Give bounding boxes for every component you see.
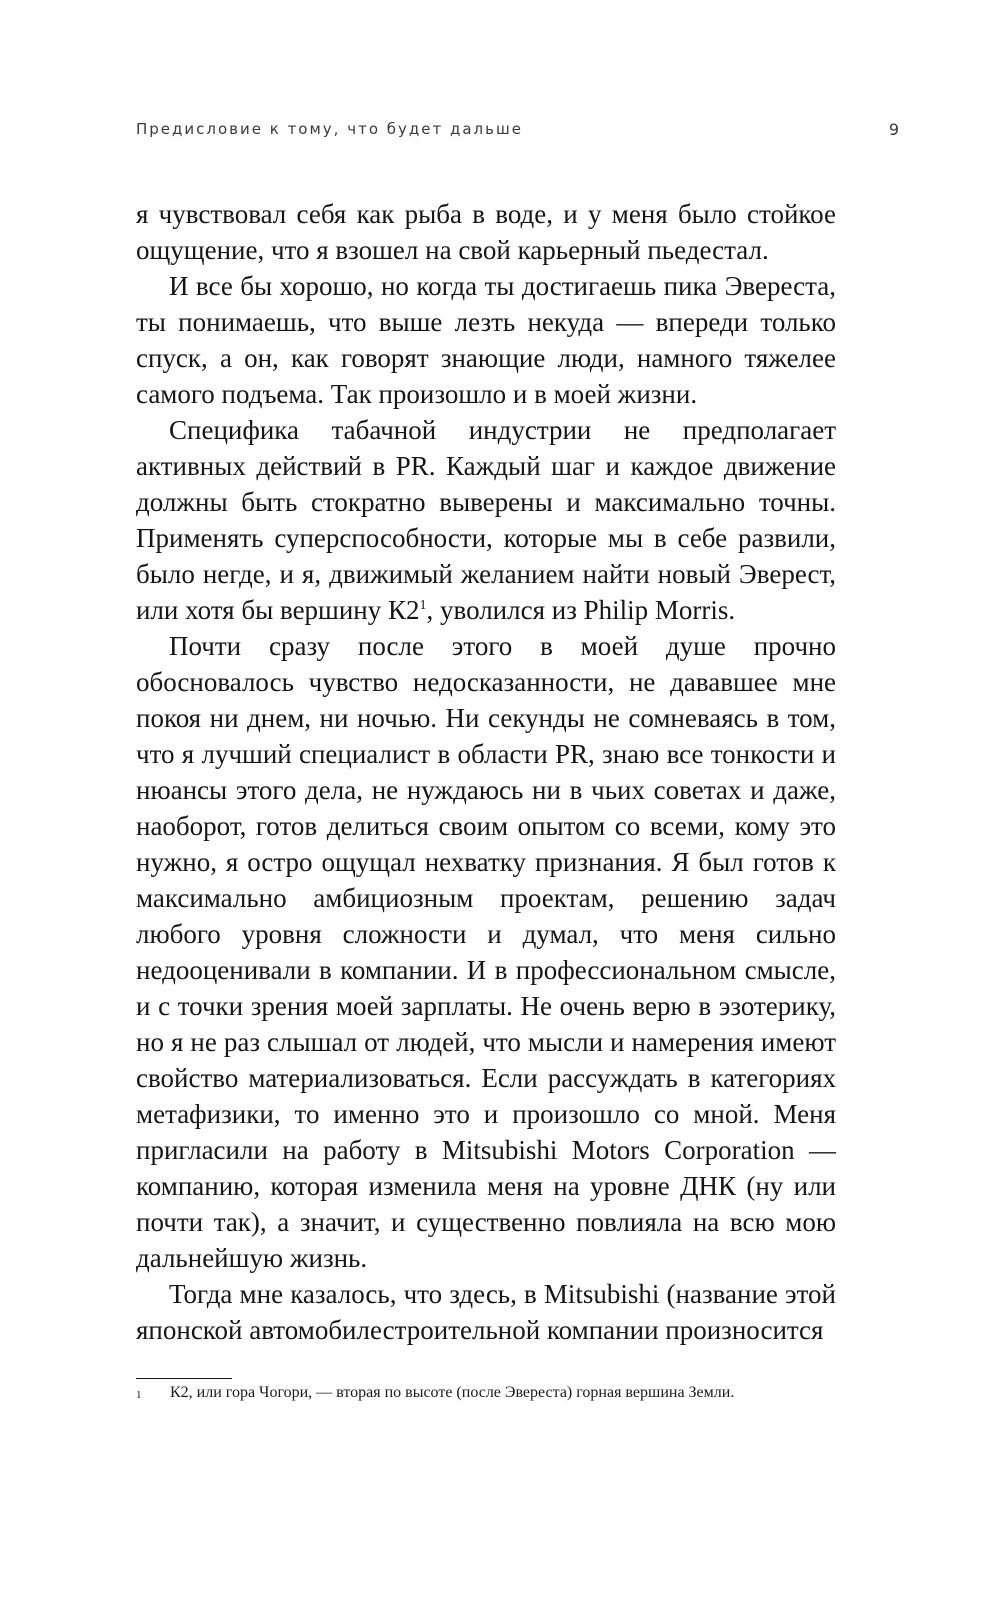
running-head-title: Предисловие к тому, что будет дальше xyxy=(136,120,523,138)
paragraph: Почти сразу после этого в моей душе прочно обосновалось чувство недосказанности, не дававшее мне покоя ни днем, ни ночью. Ни секунды не сомневаясь в том, что я лучший специалист в области PR, знаю все тонкости и нюансы этого дела, не нуждаюсь ни в чьих советах и даже, наоборот, готов делиться своим опытом со всеми, кому это нужно, я остро ощущал нехватку признания. Я был готов к максимально амбициозным проектам, решению задач любого уровня сложности и думал, что меня сильно недооценивали в компании. И в профессиональном смысле, и с точки зрения моей зарплаты. Не очень верю в эзотерику, но я не раз слышал от людей, что мысли и намерения имеют свойство материализоваться. Если рассуждать в категориях метафизики, то именно это и произошло со мной. Меня пригласили на работу в Mitsubishi Motors Corporation — компанию, которая изменила меня на уровне ДНК (ну или почти так), а значит, и существенно повлияла на всю мою дальнейшую жизнь. xyxy=(136,631,836,1273)
running-head xyxy=(136,120,899,144)
footnote-mark: 1 xyxy=(136,1389,142,1401)
footnote-reference[interactable]: 1 xyxy=(419,598,427,613)
footnote-text: К2, или гора Чогори, — вторая по высоте (после Эвереста) горная вершина Земли. xyxy=(170,1384,735,1401)
paragraph: Тогда мне казалось, что здесь, в Mitsubishi (название этой японской автомобилестроительной компании произносится xyxy=(136,1279,836,1345)
paragraph-text: Специфика табачной индустрии не предполагает активных действий в PR. Каждый шаг и каждое движение должны быть стократно выверены и максимально точны. Применять суперспособности, которые мы в себе развили, было негде, и я, движимый желанием найти новый Эверест, или хотя бы вершину К2 xyxy=(136,415,836,625)
footnote-divider xyxy=(136,1378,232,1379)
paragraph-with-footnote xyxy=(136,412,836,628)
paragraph-text: , уволился из Philip Morris. xyxy=(426,595,736,625)
paragraph: И все бы хорошо, но когда ты достигаешь пика Эвереста, ты понимаешь, что выше лезть некуда — впереди только спуск, а он, как говорят знающие люди, намного тяжелее самого подъема. Так произошло и в моей жизни. xyxy=(136,271,836,409)
paragraph-continued: я чувствовал себя как рыба в воде, и у меня было стойкое ощущение, что я взошел на свой карьерный пьедестал. xyxy=(136,199,836,265)
page-number: 9 xyxy=(888,120,899,139)
body-text xyxy=(136,196,836,1348)
